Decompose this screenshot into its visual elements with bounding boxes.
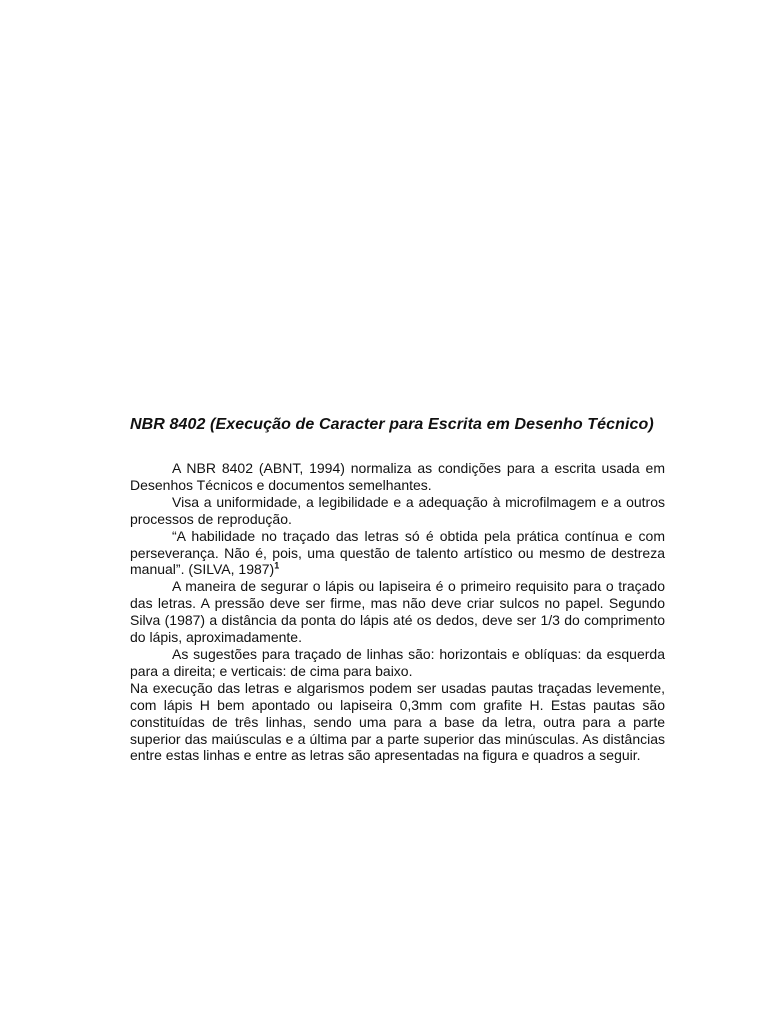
paragraph-segurar-lapis [130,578,665,646]
paragraph-uniformidade [130,494,665,528]
paragraph-text: As sugestões para traçado de linhas são: horizontais e oblíquas: da esquerda para a direita; e verticais: de cima para baixo. [130,645,665,679]
paragraph-text: Na execução das letras e algarismos podem ser usadas pautas traçadas levemente, com lápis H bem apontado ou lapiseira 0,3mm com grafite H. Estas pautas são constituídas de três linhas, sendo uma para a base da letra, outra para a parte superior das maiúsculas e a última par a parte superior das minúsculas. As distâncias entre estas linhas e entre as letras são apresentadas na figura e quadros a seguir. [130,679,665,764]
footnote-marker: 1 [274,560,280,571]
paragraph-pautas [130,680,665,765]
paragraph-citacao-silva [130,528,665,579]
document-title: NBR 8402 (Execução de Caracter para Escrita em Desenho Técnico) [130,416,654,433]
paragraph-text: “A habilidade no traçado das letras só é obtida pela prática contínua e com perseverança. Não é, pois, uma questão de talento artístico ou mesmo de destreza manual”. (SILVA, 1987) [130,527,665,578]
document-body [130,460,665,764]
paragraph-text: A NBR 8402 (ABNT, 1994) normaliza as condições para a escrita usada em Desenhos Técnicos e documentos semelhantes. [130,460,665,493]
paragraph-text: Visa a uniformidade, a legibilidade e a adequação à microfilmagem e a outros processos de reprodução. [130,493,665,527]
document-content [130,414,665,764]
paragraph-nbr-8402 [130,460,665,494]
paragraph-tracado-linhas [130,646,665,680]
paragraph-text: A maneira de segurar o lápis ou lapiseira é o primeiro requisito para o traçado das letras. A pressão deve ser firme, mas não deve criar sulcos no papel. Segundo Silva (1987) a distância da ponta do lápis até os dedos, deve ser 1/3 do comprimento do lápis, aproximadamente. [130,578,665,646]
